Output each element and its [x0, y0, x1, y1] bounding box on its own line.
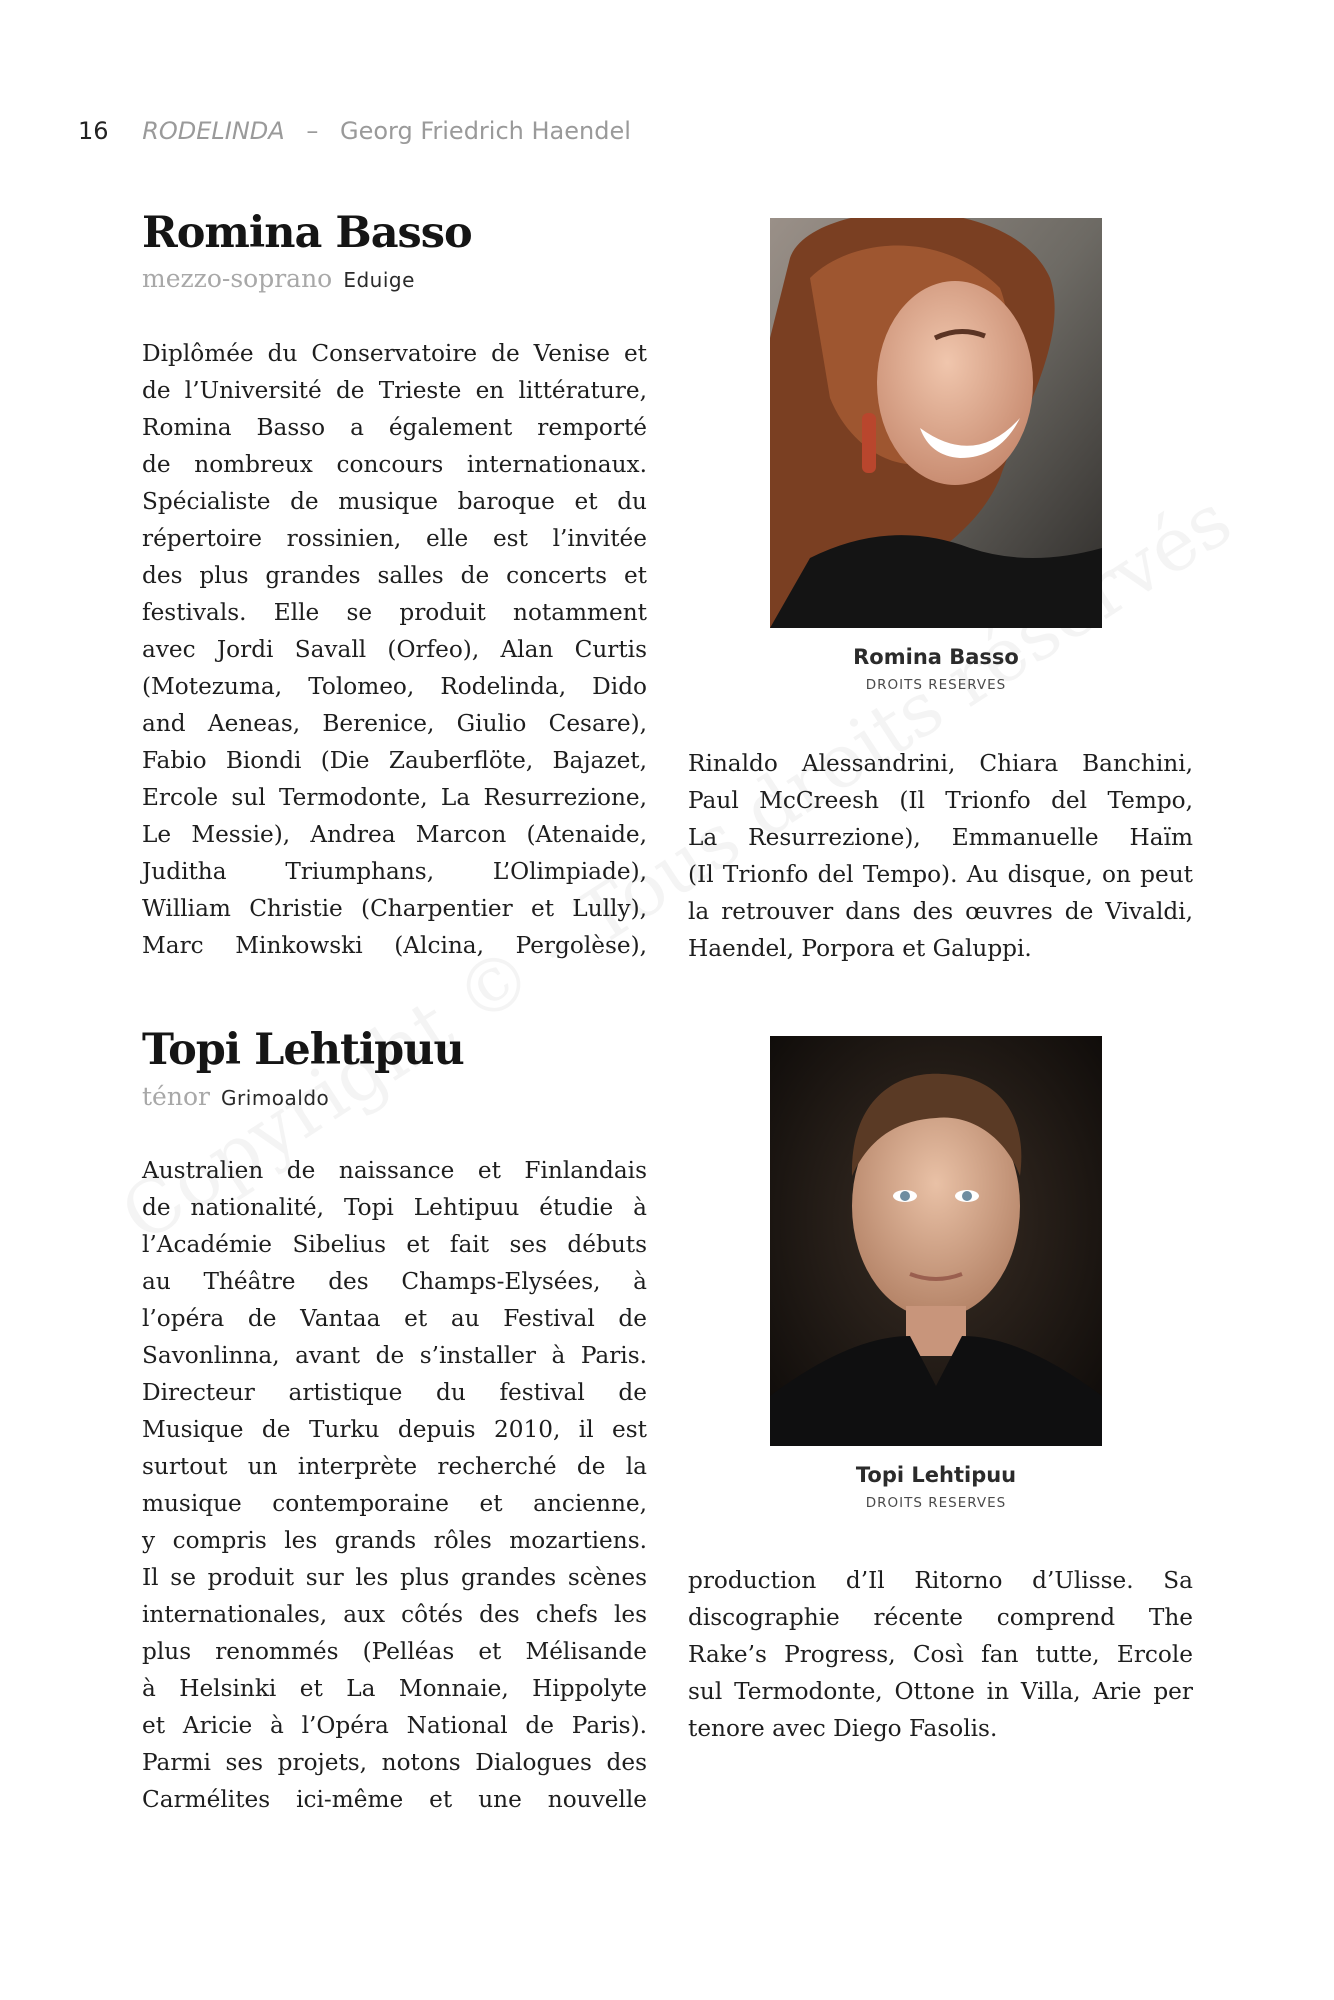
artist-role-line	[142, 264, 415, 293]
biography-line: répertoire rossinien, elle est l’invitée	[142, 525, 647, 552]
biography-line: and Aeneas, Berenice, Giulio Cesare),	[142, 710, 647, 737]
biography-line: Musique de Turku depuis 2010, il est	[142, 1416, 647, 1443]
biography-column-left	[142, 335, 647, 964]
biography-line: Fabio Biondi (Die Zauberflöte, Bajazet,	[142, 747, 647, 774]
role-name: Grimoaldo	[221, 1086, 330, 1110]
biography-line: y compris les grands rôles mozartiens.	[142, 1527, 647, 1554]
biography-column-right	[688, 1562, 1193, 1747]
biography-line: plus renommés (Pelléas et Mélisande	[142, 1638, 647, 1665]
biography-line: Il se produit sur les plus grandes scènes	[142, 1564, 647, 1591]
photo-caption-name: Romina Basso	[853, 645, 1019, 669]
biography-line: Juditha Triumphans, L’Olimpiade),	[142, 858, 647, 885]
photo-credit: DROITS RESERVES	[865, 677, 1007, 693]
biography-line: Australien de naissance et Finlandais	[142, 1157, 647, 1184]
running-head	[78, 117, 631, 145]
artist-photo	[770, 218, 1102, 628]
photo-caption-name: Topi Lehtipuu	[855, 1463, 1017, 1487]
biography-line: tenore avec Diego Fasolis.	[688, 1715, 998, 1742]
biography-line: la retrouver dans des œuvres de Vivaldi,	[688, 898, 1193, 925]
biography-line: Directeur artistique du festival de	[142, 1379, 647, 1406]
biography-line: William Christie (Charpentier et Lully),	[142, 895, 647, 922]
biography-line: festivals. Elle se produit notamment	[142, 599, 647, 626]
biography-line: l’Académie Sibelius et fait ses débuts	[142, 1231, 647, 1258]
biography-line: (Il Trionfo del Tempo). Au disque, on peut	[688, 861, 1193, 888]
biography-line: des plus grandes salles de concerts et	[142, 562, 647, 589]
biography-line: Carmélites ici-même et une nouvelle	[142, 1786, 647, 1813]
biography-line: discographie récente comprend The	[688, 1604, 1193, 1631]
biography-line: à Helsinki et La Monnaie, Hippolyte	[142, 1675, 647, 1702]
portrait-image	[770, 1036, 1102, 1446]
voice-type: ténor	[142, 1082, 210, 1111]
biography-line: Marc Minkowski (Alcina, Pergolèse),	[142, 932, 647, 959]
biography-line: Diplômée du Conservatoire de Venise et	[142, 340, 647, 367]
artist-name: Romina Basso	[142, 208, 472, 258]
photo-caption	[770, 1463, 1102, 1511]
artist-photo	[770, 1036, 1102, 1446]
biography-line: Savonlinna, avant de s’installer à Paris.	[142, 1342, 647, 1369]
biography-line: (Motezuma, Tolomeo, Rodelinda, Dido	[142, 673, 647, 700]
biography-line: au Théâtre des Champs-Elysées, à	[142, 1268, 647, 1295]
opera-title: RODELINDA	[142, 117, 285, 145]
biography-line: avec Jordi Savall (Orfeo), Alan Curtis	[142, 636, 647, 663]
biography-line: Parmi ses projets, notons Dialogues des	[142, 1749, 647, 1776]
biography-line: Le Messie), Andrea Marcon (Atenaide,	[142, 821, 647, 848]
composer-name: Georg Friedrich Haendel	[339, 117, 631, 145]
biography-line: Spécialiste de musique baroque et du	[142, 488, 647, 515]
photo-credit: DROITS RESERVES	[865, 1495, 1007, 1511]
biography-line: Romina Basso a également remporté	[142, 414, 647, 441]
biography-line: de nombreux concours internationaux.	[142, 451, 647, 478]
biography-line: sul Termodonte, Ottone in Villa, Arie per	[688, 1678, 1193, 1705]
biography-line: de l’Université de Trieste en littérature,	[142, 377, 647, 404]
role-name: Eduige	[343, 268, 415, 292]
biography-line: l’opéra de Vantaa et au Festival de	[142, 1305, 647, 1332]
biography-line: Ercole sul Termodonte, La Resurrezione,	[142, 784, 647, 811]
biography-column-right	[688, 745, 1193, 967]
biography-line: Rake’s Progress, Così fan tutte, Ercole	[688, 1641, 1193, 1668]
biography-line: et Aricie à l’Opéra National de Paris).	[142, 1712, 647, 1739]
biography-line: Rinaldo Alessandrini, Chiara Banchini,	[688, 750, 1193, 777]
voice-type: mezzo-soprano	[142, 264, 333, 293]
biography-line: internationales, aux côtés des chefs les	[142, 1601, 647, 1628]
biography-line: production d’Il Ritorno d’Ulisse. Sa	[688, 1567, 1193, 1594]
biography-line: musique contemporaine et ancienne,	[142, 1490, 647, 1517]
portrait-image	[770, 218, 1102, 628]
page-number: 16	[78, 117, 109, 145]
artist-role-line	[142, 1082, 329, 1111]
biography-line: surtout un interprète recherché de la	[142, 1453, 647, 1480]
biography-line: de nationalité, Topi Lehtipuu étudie à	[142, 1194, 647, 1221]
photo-caption	[770, 645, 1102, 693]
biography-line: Paul McCreesh (Il Trionfo del Tempo,	[688, 787, 1193, 814]
artist-name: Topi Lehtipuu	[142, 1025, 464, 1075]
biography-column-left	[142, 1152, 647, 1818]
biography-line: La Resurrezione), Emmanuelle Haïm	[688, 824, 1193, 851]
header-separator: –	[306, 117, 319, 145]
biography-line: Haendel, Porpora et Galuppi.	[688, 935, 1032, 962]
